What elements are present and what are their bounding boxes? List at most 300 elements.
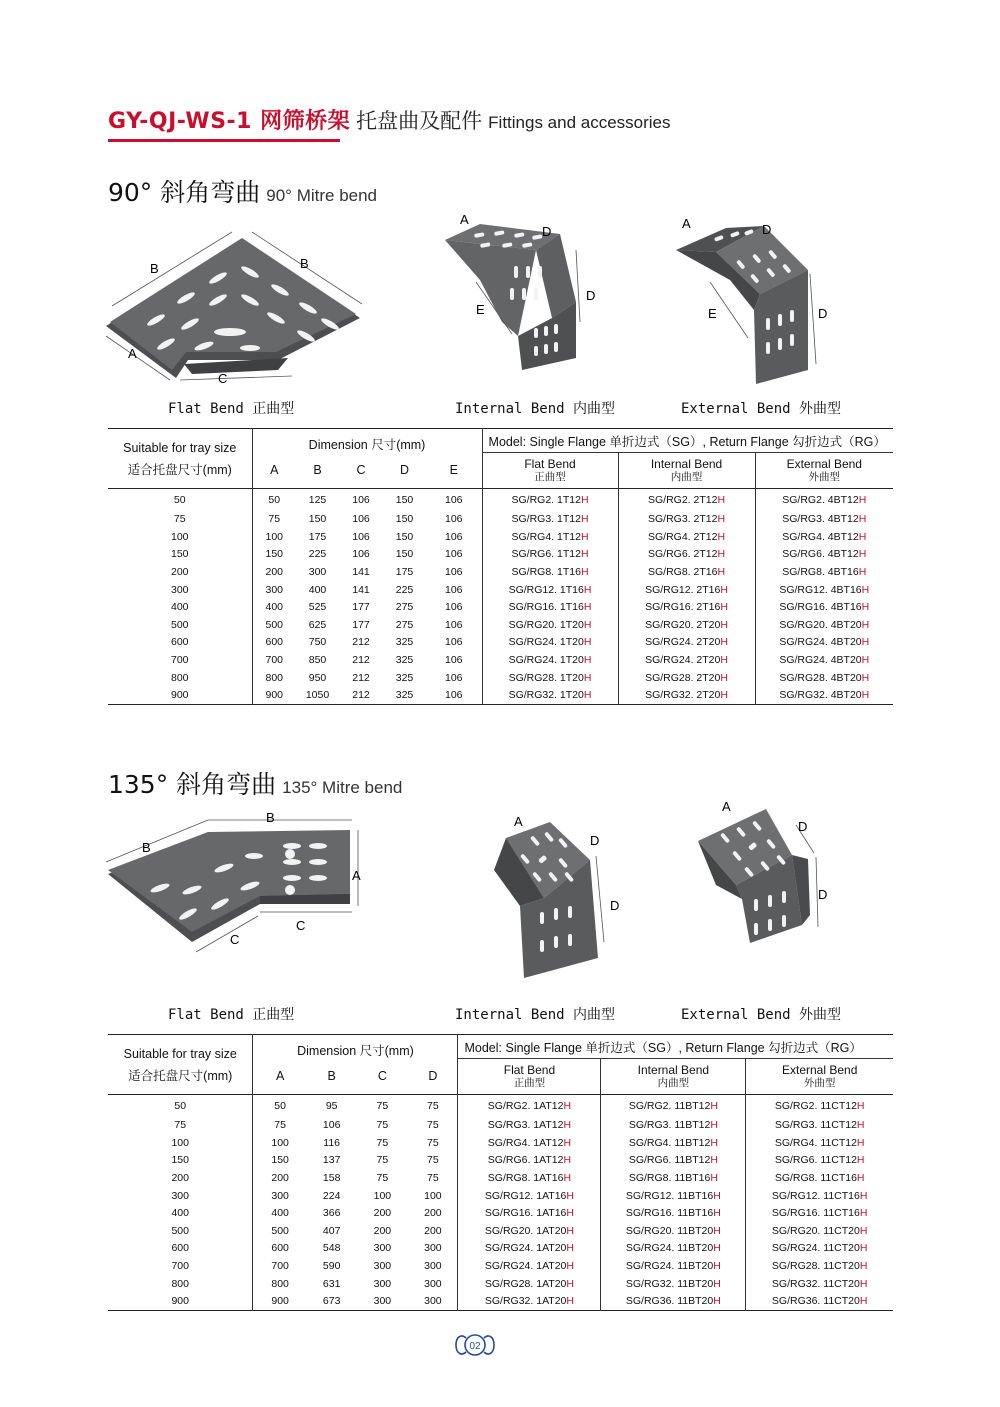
model-cell-ext (746, 1187, 893, 1205)
dim-cell: 75 (376, 1172, 389, 1185)
dim-cell: 106 (322, 1119, 341, 1132)
dim-label-d: D (586, 288, 596, 303)
dim-cell: 224 (322, 1189, 341, 1202)
col-a: A (252, 453, 296, 489)
dim-label-e: E (708, 306, 717, 321)
model-code: SG/RG6. 11CT12 (774, 1154, 857, 1167)
model-cell-int (618, 528, 755, 546)
dim-cell: 175 (308, 530, 327, 543)
dim-cell: 600 (253, 1240, 307, 1258)
model-suffix: H (583, 583, 592, 596)
dim-cell: 225 (395, 583, 414, 596)
model-suffix: H (563, 1136, 572, 1149)
dim-cell: 300 (373, 1295, 392, 1308)
model-code: SG/RG24. 11BT20 (625, 1260, 714, 1273)
dim-cell: 150 (395, 548, 414, 561)
model-suffix: H (566, 1224, 574, 1237)
model-code: SG/RG8. 11CT16 (774, 1172, 857, 1185)
model-code: SG/RG2. 1AT12 (487, 1099, 564, 1112)
dim-cell: 150 (395, 493, 414, 506)
model-code: SG/RG4. 11BT12 (628, 1136, 711, 1149)
model-suffix: H (856, 1154, 865, 1167)
model-code: SG/RG4. 4BT12 (782, 530, 859, 543)
model-suffix: H (710, 1154, 718, 1167)
model-cell-ext (746, 1204, 893, 1222)
model-cell-flat (458, 1187, 601, 1205)
table-row (108, 1152, 893, 1170)
model-suffix: H (717, 493, 726, 506)
model-code: SG/RG20. 1T20 (508, 618, 584, 631)
dim-cell: 800 (253, 1275, 307, 1293)
model-suffix: H (583, 654, 592, 667)
table-row (108, 563, 893, 581)
dim-cell: 158 (322, 1172, 341, 1185)
col-suitable-cn: 适合托盘尺寸(mm) (128, 1068, 233, 1083)
model-code: SG/RG24. 1AT20 (484, 1260, 567, 1273)
model-suffix: H (580, 493, 589, 506)
model-suffix: H (858, 493, 867, 506)
dim-label-b: B (150, 261, 159, 276)
model-code: SG/RG20. 11CT20 (771, 1224, 860, 1237)
dim-cell: 500 (253, 1222, 307, 1240)
table-row (108, 581, 893, 599)
dim-cell: 137 (322, 1154, 341, 1167)
col-suitable-en: Suitable for tray size (123, 1046, 237, 1061)
model-code: SG/RG12. 1T16 (508, 583, 584, 596)
col-external-en: External Bend (786, 456, 862, 471)
model-suffix: H (566, 1260, 574, 1273)
dim-label-a: A (352, 868, 361, 883)
dim-cell: 106 (445, 566, 463, 579)
model-code: SG/RG4. 1T12 (511, 530, 581, 543)
model-code: SG/RG32. 11BT20 (625, 1277, 714, 1290)
dim-label-d: D (762, 222, 772, 237)
product-code: GY-QJ-WS-1 网筛桥架 (108, 109, 351, 134)
model-cell-int (601, 1134, 746, 1152)
size-cell: 50 (174, 1099, 187, 1112)
model-code: SG/RG6. 4BT12 (782, 548, 859, 561)
header-en: Fittings and accessories (488, 113, 671, 132)
col-model: Model: Single Flange 单折边式（SG）, Return Flange 勾折边式（RG） (458, 1035, 893, 1059)
model-suffix: H (859, 1277, 868, 1290)
model-code: SG/RG28. 2T20 (645, 671, 721, 684)
model-suffix: H (566, 1277, 574, 1290)
size-cell: 200 (171, 1172, 189, 1185)
page-number: 02 (469, 1341, 481, 1352)
dim-label-c: C (218, 371, 228, 386)
model-code: SG/RG16. 4BT16 (779, 601, 862, 614)
dim-cell: 750 (308, 636, 327, 649)
model-cell-int (618, 598, 755, 616)
model-code: SG/RG12. 11BT16 (625, 1189, 714, 1202)
dim-cell: 106 (445, 689, 463, 702)
dim-cell: 75 (376, 1119, 389, 1132)
model-cell-int (601, 1169, 746, 1187)
dim-cell: 75 (376, 1099, 389, 1112)
model-cell-ext (746, 1240, 893, 1258)
dim-cell: 200 (373, 1207, 392, 1220)
table-row (108, 616, 893, 634)
dim-cell: 200 (424, 1224, 442, 1237)
model-code: SG/RG36. 11CT20 (771, 1295, 860, 1308)
dim-cell: 300 (253, 1187, 307, 1205)
internal-bend-135-diagram (480, 810, 630, 985)
internal-bend-90-diagram (440, 210, 620, 385)
model-suffix: H (720, 618, 728, 631)
table-row (108, 1134, 893, 1152)
dim-cell: 300 (424, 1242, 442, 1255)
size-cell: 700 (171, 1260, 189, 1273)
dim-cell: 548 (322, 1242, 341, 1255)
model-cell-int (618, 616, 755, 634)
model-cell-ext (755, 528, 893, 546)
model-suffix: H (563, 1119, 572, 1132)
model-code: SG/RG8. 4BT16 (782, 566, 859, 579)
model-suffix: H (566, 1207, 574, 1220)
col-internal-cn: 内曲型 (657, 1076, 690, 1089)
size-cell: 75 (173, 513, 186, 526)
model-cell-flat (458, 1292, 601, 1310)
dim-cell: 177 (352, 618, 370, 631)
model-cell-flat (482, 651, 618, 669)
model-suffix: H (861, 583, 870, 596)
table-row (108, 1292, 893, 1310)
model-cell-ext (755, 563, 893, 581)
page-header (108, 104, 671, 140)
dim-cell: 125 (308, 493, 327, 506)
model-code: SG/RG6. 2T12 (648, 548, 718, 561)
dim-cell: 300 (373, 1277, 392, 1290)
model-suffix: H (713, 1207, 721, 1220)
model-suffix: H (566, 1189, 574, 1202)
table-row (108, 528, 893, 546)
model-code: SG/RG28. 1AT20 (484, 1277, 567, 1290)
size-cell: 800 (171, 1277, 189, 1290)
model-code: SG/RG12. 2T16 (645, 583, 721, 596)
model-cell-flat (482, 686, 618, 704)
dim-cell: 150 (252, 546, 296, 564)
model-cell-ext (746, 1152, 893, 1170)
model-suffix: H (580, 530, 589, 543)
model-code: SG/RG3. 1AT12 (487, 1119, 564, 1132)
model-cell-flat (482, 669, 618, 687)
dim-label-a: A (722, 799, 731, 814)
dim-cell: 75 (427, 1172, 439, 1185)
model-code: SG/RG24. 1T20 (508, 654, 584, 667)
dim-cell: 631 (322, 1277, 341, 1290)
model-suffix: H (859, 1260, 868, 1273)
dim-cell: 200 (373, 1224, 392, 1237)
model-code: SG/RG12. 4BT16 (779, 583, 862, 596)
model-cell-ext (755, 511, 893, 529)
model-suffix: H (566, 1242, 574, 1255)
dim-cell: 300 (373, 1242, 392, 1255)
col-d: D (399, 463, 410, 478)
model-cell-ext (755, 686, 893, 704)
model-code: SG/RG6. 11BT12 (628, 1154, 711, 1167)
model-code: SG/RG4. 1AT12 (487, 1136, 564, 1149)
table-row (108, 511, 893, 529)
dim-cell: 407 (322, 1224, 341, 1237)
model-code: SG/RG28. 1T20 (508, 671, 584, 684)
header-underline (108, 139, 340, 142)
table-row (108, 546, 893, 564)
model-cell-flat (458, 1134, 601, 1152)
dim-cell: 106 (445, 583, 463, 596)
model-suffix: H (563, 1172, 572, 1185)
dim-cell: 106 (445, 601, 463, 614)
model-suffix: H (858, 548, 867, 561)
model-suffix: H (720, 601, 728, 614)
dim-label-b: B (300, 256, 309, 271)
model-suffix: H (713, 1260, 721, 1273)
col-b: B (327, 1069, 336, 1084)
dim-cell: 300 (252, 581, 296, 599)
dim-cell: 106 (352, 530, 370, 543)
dim-cell: 325 (395, 689, 414, 702)
dim-cell: 141 (352, 566, 370, 579)
model-cell-ext (755, 651, 893, 669)
table-row (108, 634, 893, 652)
model-suffix: H (717, 513, 726, 526)
caption-external-135: External Bend 外曲型 (681, 1007, 842, 1023)
dim-cell: 106 (352, 493, 370, 506)
model-code: SG/RG24. 11BT20 (625, 1242, 714, 1255)
dim-cell: 106 (352, 548, 370, 561)
col-external-cn: 外曲型 (803, 1076, 836, 1089)
dim-cell: 50 (252, 489, 296, 511)
table-row (108, 489, 893, 511)
model-cell-int (618, 686, 755, 704)
col-external-cn: 外曲型 (808, 470, 841, 483)
model-code: SG/RG16. 11BT16 (625, 1207, 714, 1220)
col-suitable-en: Suitable for tray size (123, 440, 237, 455)
dim-cell: 275 (395, 618, 414, 631)
model-cell-int (601, 1222, 746, 1240)
caption-external-90: External Bend 外曲型 (681, 401, 842, 417)
dim-label-a: A (460, 212, 469, 227)
model-suffix: H (720, 636, 728, 649)
model-suffix: H (717, 566, 726, 579)
model-cell-ext (755, 669, 893, 687)
model-suffix: H (858, 513, 867, 526)
model-suffix: H (856, 1172, 865, 1185)
dim-label-a: A (128, 346, 137, 361)
col-flat-cn: 正曲型 (513, 1076, 546, 1089)
caption-internal-90: Internal Bend 内曲型 (455, 401, 616, 417)
model-code: SG/RG20. 1AT20 (484, 1224, 567, 1237)
dim-label-d: D (818, 887, 828, 902)
model-suffix: H (859, 1295, 868, 1308)
dim-cell: 212 (352, 671, 370, 684)
dim-cell: 75 (252, 511, 296, 529)
size-cell: 200 (170, 566, 189, 579)
flat-bend-135-diagram (100, 808, 375, 958)
model-cell-int (601, 1152, 746, 1170)
model-code: SG/RG6. 1AT12 (487, 1154, 564, 1167)
table-row (108, 1187, 893, 1205)
col-internal-cn: 内曲型 (670, 470, 703, 483)
dim-cell: 106 (445, 493, 463, 506)
dim-label-a: A (514, 814, 523, 829)
model-code: SG/RG2. 4BT12 (782, 493, 859, 506)
model-cell-flat (482, 528, 618, 546)
dim-cell: 106 (445, 636, 463, 649)
dim-cell: 400 (253, 1204, 307, 1222)
dim-cell: 75 (427, 1099, 439, 1112)
dim-cell: 800 (252, 669, 296, 687)
model-suffix: H (583, 618, 592, 631)
dim-cell: 100 (373, 1189, 392, 1202)
model-cell-ext (755, 546, 893, 564)
caption-internal-135: Internal Bend 内曲型 (455, 1007, 616, 1023)
table-row (108, 1169, 893, 1187)
model-code: SG/RG2. 11BT12 (628, 1099, 711, 1112)
dim-cell: 300 (424, 1277, 442, 1290)
col-c: C (377, 1069, 387, 1084)
col-internal-en: Internal Bend (637, 1062, 710, 1077)
dim-cell: 600 (252, 634, 296, 652)
size-cell: 300 (171, 1189, 189, 1202)
model-code: SG/RG8. 2T16 (648, 566, 718, 579)
spec-table-135-body (108, 1095, 893, 1311)
size-cell: 800 (170, 671, 189, 684)
dim-cell: 275 (395, 601, 414, 614)
dim-cell: 700 (252, 651, 296, 669)
model-suffix: H (720, 671, 728, 684)
dim-cell: 75 (427, 1154, 439, 1167)
model-suffix: H (580, 566, 589, 579)
external-bend-90-diagram (670, 210, 840, 390)
model-cell-int (618, 634, 755, 652)
model-suffix: H (710, 1119, 718, 1132)
model-suffix: H (861, 636, 870, 649)
model-cell-ext (755, 616, 893, 634)
dim-cell: 200 (253, 1169, 307, 1187)
dim-cell: 950 (308, 671, 327, 684)
dim-cell: 900 (253, 1292, 307, 1310)
table-row (108, 1275, 893, 1293)
dim-cell: 625 (308, 618, 327, 631)
dim-cell: 150 (253, 1152, 307, 1170)
section-135-title (108, 765, 402, 801)
dim-cell: 225 (308, 548, 327, 561)
model-code: SG/RG24. 2T20 (645, 636, 721, 649)
col-dimension: Dimension 尺寸(mm) (252, 429, 482, 453)
model-suffix: H (856, 1099, 865, 1112)
external-bend-135-diagram (690, 795, 840, 970)
size-cell: 600 (171, 1242, 189, 1255)
dim-cell: 150 (395, 513, 414, 526)
section-90-title-cn: 90° 斜角弯曲 (108, 178, 261, 207)
model-suffix: H (720, 689, 728, 702)
model-cell-flat (458, 1152, 601, 1170)
dim-cell: 525 (308, 601, 327, 614)
model-code: SG/RG24. 2T20 (645, 654, 721, 667)
dim-cell: 1050 (305, 689, 330, 702)
model-code: SG/RG12. 1AT16 (484, 1189, 567, 1202)
dim-cell: 850 (308, 654, 327, 667)
dim-cell: 106 (445, 513, 463, 526)
dim-cell: 400 (252, 598, 296, 616)
model-suffix: H (580, 513, 589, 526)
model-code: SG/RG24. 1AT20 (484, 1242, 567, 1255)
col-external-en: External Bend (781, 1062, 858, 1077)
model-suffix: H (563, 1154, 572, 1167)
model-cell-flat (482, 563, 618, 581)
page-number-badge (452, 1330, 498, 1360)
model-cell-flat (482, 616, 618, 634)
table-row (108, 1095, 893, 1117)
dim-cell: 75 (253, 1117, 307, 1135)
model-code: SG/RG16. 2T16 (645, 601, 721, 614)
dim-cell: 300 (373, 1260, 392, 1273)
dim-cell: 106 (445, 618, 463, 631)
model-code: SG/RG3. 2T12 (648, 513, 718, 526)
model-cell-ext (746, 1095, 893, 1117)
size-cell: 900 (170, 689, 189, 702)
model-cell-ext (746, 1222, 893, 1240)
dim-label-d: D (590, 833, 600, 848)
model-cell-int (601, 1240, 746, 1258)
model-suffix: H (563, 1099, 572, 1112)
model-suffix: H (710, 1172, 718, 1185)
model-suffix: H (713, 1242, 721, 1255)
model-suffix: H (861, 654, 870, 667)
model-suffix: H (583, 601, 592, 614)
model-code: SG/RG32. 1AT20 (484, 1295, 567, 1308)
model-code: SG/RG16. 11CT16 (771, 1207, 860, 1220)
section-90-title (108, 173, 377, 209)
dim-cell: 50 (253, 1095, 307, 1117)
dim-cell: 590 (322, 1260, 341, 1273)
model-code: SG/RG2. 2T12 (648, 493, 718, 506)
dim-cell: 300 (424, 1260, 442, 1273)
model-suffix: H (713, 1224, 721, 1237)
dim-cell: 95 (325, 1099, 338, 1112)
section-135-title-en: 135° Mitre bend (282, 778, 403, 797)
size-cell: 400 (170, 601, 189, 614)
model-cell-flat (458, 1095, 601, 1117)
model-suffix: H (861, 601, 870, 614)
table-row (108, 598, 893, 616)
model-cell-flat (482, 546, 618, 564)
section-135-title-cn: 135° 斜角弯曲 (108, 770, 277, 799)
flat-bend-90-diagram (100, 228, 370, 390)
model-cell-ext (746, 1275, 893, 1293)
model-suffix: H (856, 1136, 865, 1149)
model-code: SG/RG32. 4BT20 (779, 689, 862, 702)
model-cell-int (618, 511, 755, 529)
model-cell-flat (458, 1222, 601, 1240)
model-cell-flat (482, 634, 618, 652)
dim-cell: 106 (445, 530, 463, 543)
model-code: SG/RG16. 1T16 (508, 601, 584, 614)
model-cell-flat (458, 1257, 601, 1275)
model-suffix: H (717, 548, 726, 561)
model-cell-ext (755, 634, 893, 652)
size-cell: 75 (174, 1119, 187, 1132)
dim-label-d: D (818, 306, 828, 321)
dim-cell: 75 (427, 1119, 439, 1132)
dim-cell: 106 (352, 513, 370, 526)
model-cell-flat (482, 489, 618, 511)
model-suffix: H (861, 618, 870, 631)
col-flat-cn: 正曲型 (534, 470, 566, 483)
dim-cell: 500 (252, 616, 296, 634)
model-code: SG/RG8. 1T16 (511, 566, 581, 579)
spec-table-90-body (108, 489, 893, 705)
